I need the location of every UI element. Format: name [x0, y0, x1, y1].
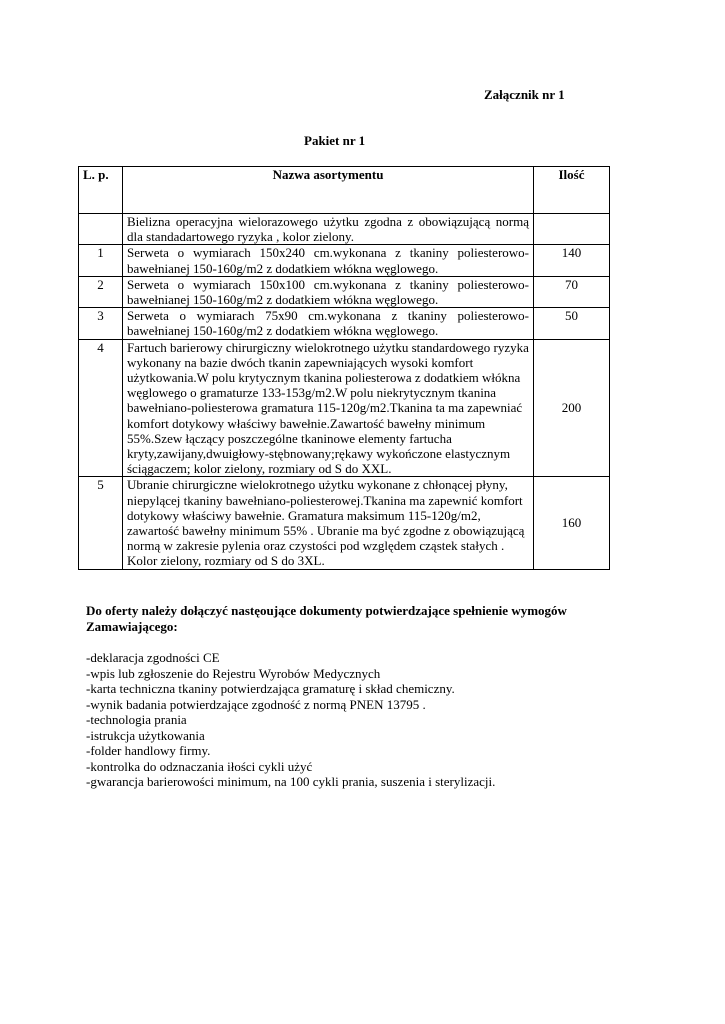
row-lp: 5: [79, 477, 123, 569]
requirements-heading: Do oferty należy dołączyć nastęoujące dokumenty potwierdzające spełnienie wymogów Zamawiającego:: [86, 603, 567, 634]
table-row: [79, 477, 610, 569]
list-item: -gwarancja barierowości minimum, na 100 cykli prania, suszenia i sterylizacji.: [86, 774, 496, 789]
table-row: [79, 308, 610, 339]
intro-qty-cell: [534, 214, 610, 245]
row-qty: 200: [534, 339, 610, 477]
table-row: [79, 339, 610, 477]
list-item: -karta techniczna tkaniny potwierdzająca gramaturę i skład chemiczny.: [86, 681, 455, 696]
required-documents-list: [86, 650, 495, 790]
intro-lp-cell: [79, 214, 123, 245]
list-item: -kontrolka do odznaczania iłości cykli użyć: [86, 758, 313, 774]
header-lp: L. p.: [79, 167, 123, 214]
row-lp: 3: [79, 308, 123, 339]
attachment-title: Załącznik nr 1: [484, 87, 565, 102]
row-lp: 1: [79, 245, 123, 276]
row-desc: Ubranie chirurgiczne wielokrotnego użytku wykonane z chłonącej płyny, niepylącej tkaniny bawełniano-poliesterowej.Tkanina ma zapewnić komfort dotykowy właściwy bawełnie. Gramatura maksimum 115-120g/m2, zawartość bawełny minimum 55% . Ubranie ma być zgodne z obowiązującą normą w zakresie pylenia oraz czystości pod względem cząstek stałych . Kolor zielony, rozmiary od S do 3XL.: [123, 477, 534, 569]
list-item: -wynik badania potwierdzające zgodność z normą PNEN 13795 .: [86, 696, 426, 712]
row-qty: 140: [534, 245, 610, 276]
header-name: Nazwa asortymentu: [123, 167, 534, 214]
table-intro-row: [79, 214, 610, 245]
package-title: Pakiet nr 1: [304, 133, 366, 148]
row-desc: Serweta o wymiarach 150x240 cm.wykonana z tkaniny poliesterowo-bawełnianej 150-160g/m2 z dodatkiem włókna węglowego.: [123, 245, 534, 276]
assortment-table: [78, 166, 610, 570]
list-item: -istrukcja użytkowania: [86, 727, 205, 743]
list-item: -wpis lub zgłoszenie do Rejestru Wyrobów Medycznych: [86, 665, 381, 681]
row-desc: Serweta o wymiarach 75x90 cm.wykonana z tkaniny poliesterowo-bawełnianej 150-160g/m2 z dodatkiem włókna węglowego.: [123, 308, 534, 339]
list-item: -technologia prania: [86, 712, 187, 727]
row-qty: 160: [534, 477, 610, 569]
intro-desc-cell: Bielizna operacyjna wielorazowego użytku zgodna z obowiązującą normą dla standadartowego ryzyka , kolor zielony.: [123, 214, 534, 245]
row-desc: Fartuch barierowy chirurgiczny wielokrotnego użytku standardowego ryzyka wykonany na bazie dwóch tkanin zapewniających wysoki komfort użytkowania.W polu krytycznym tkanina poliesterowa z dodatkiem włókna węglowego o gramaturze 133-153g/m2.W polu niekrytycznym tkanina bawełniano-poliesterowa gramatura 115-120g/m2.Tkanina ta ma zapewniać komfort dotykowy właściwy bawełnie.Zawartość bawełny minimum 55%.Szew łączący poszczególne tkaninowe elementy fartucha kryty,zawijany,dwuigłowy-stębnowany;rękawy wykończone elastycznym ściągaczem; kolor zielony, rozmiary od S do XXL.: [123, 339, 534, 477]
table-header-row: [79, 167, 610, 214]
row-desc: Serweta o wymiarach 150x100 cm.wykonana z tkaniny poliesterowo-bawełnianej 150-160g/m2 z dodatkiem włókna węglowego.: [123, 276, 534, 307]
header-qty: Ilość: [534, 167, 610, 214]
row-lp: 4: [79, 339, 123, 477]
table-row: [79, 245, 610, 276]
row-qty: 70: [534, 276, 610, 307]
list-item: -folder handlowy firmy.: [86, 743, 211, 758]
row-lp: 2: [79, 276, 123, 307]
table-row: [79, 276, 610, 307]
list-item: -deklaracja zgodności CE: [86, 650, 220, 665]
row-qty: 50: [534, 308, 610, 339]
